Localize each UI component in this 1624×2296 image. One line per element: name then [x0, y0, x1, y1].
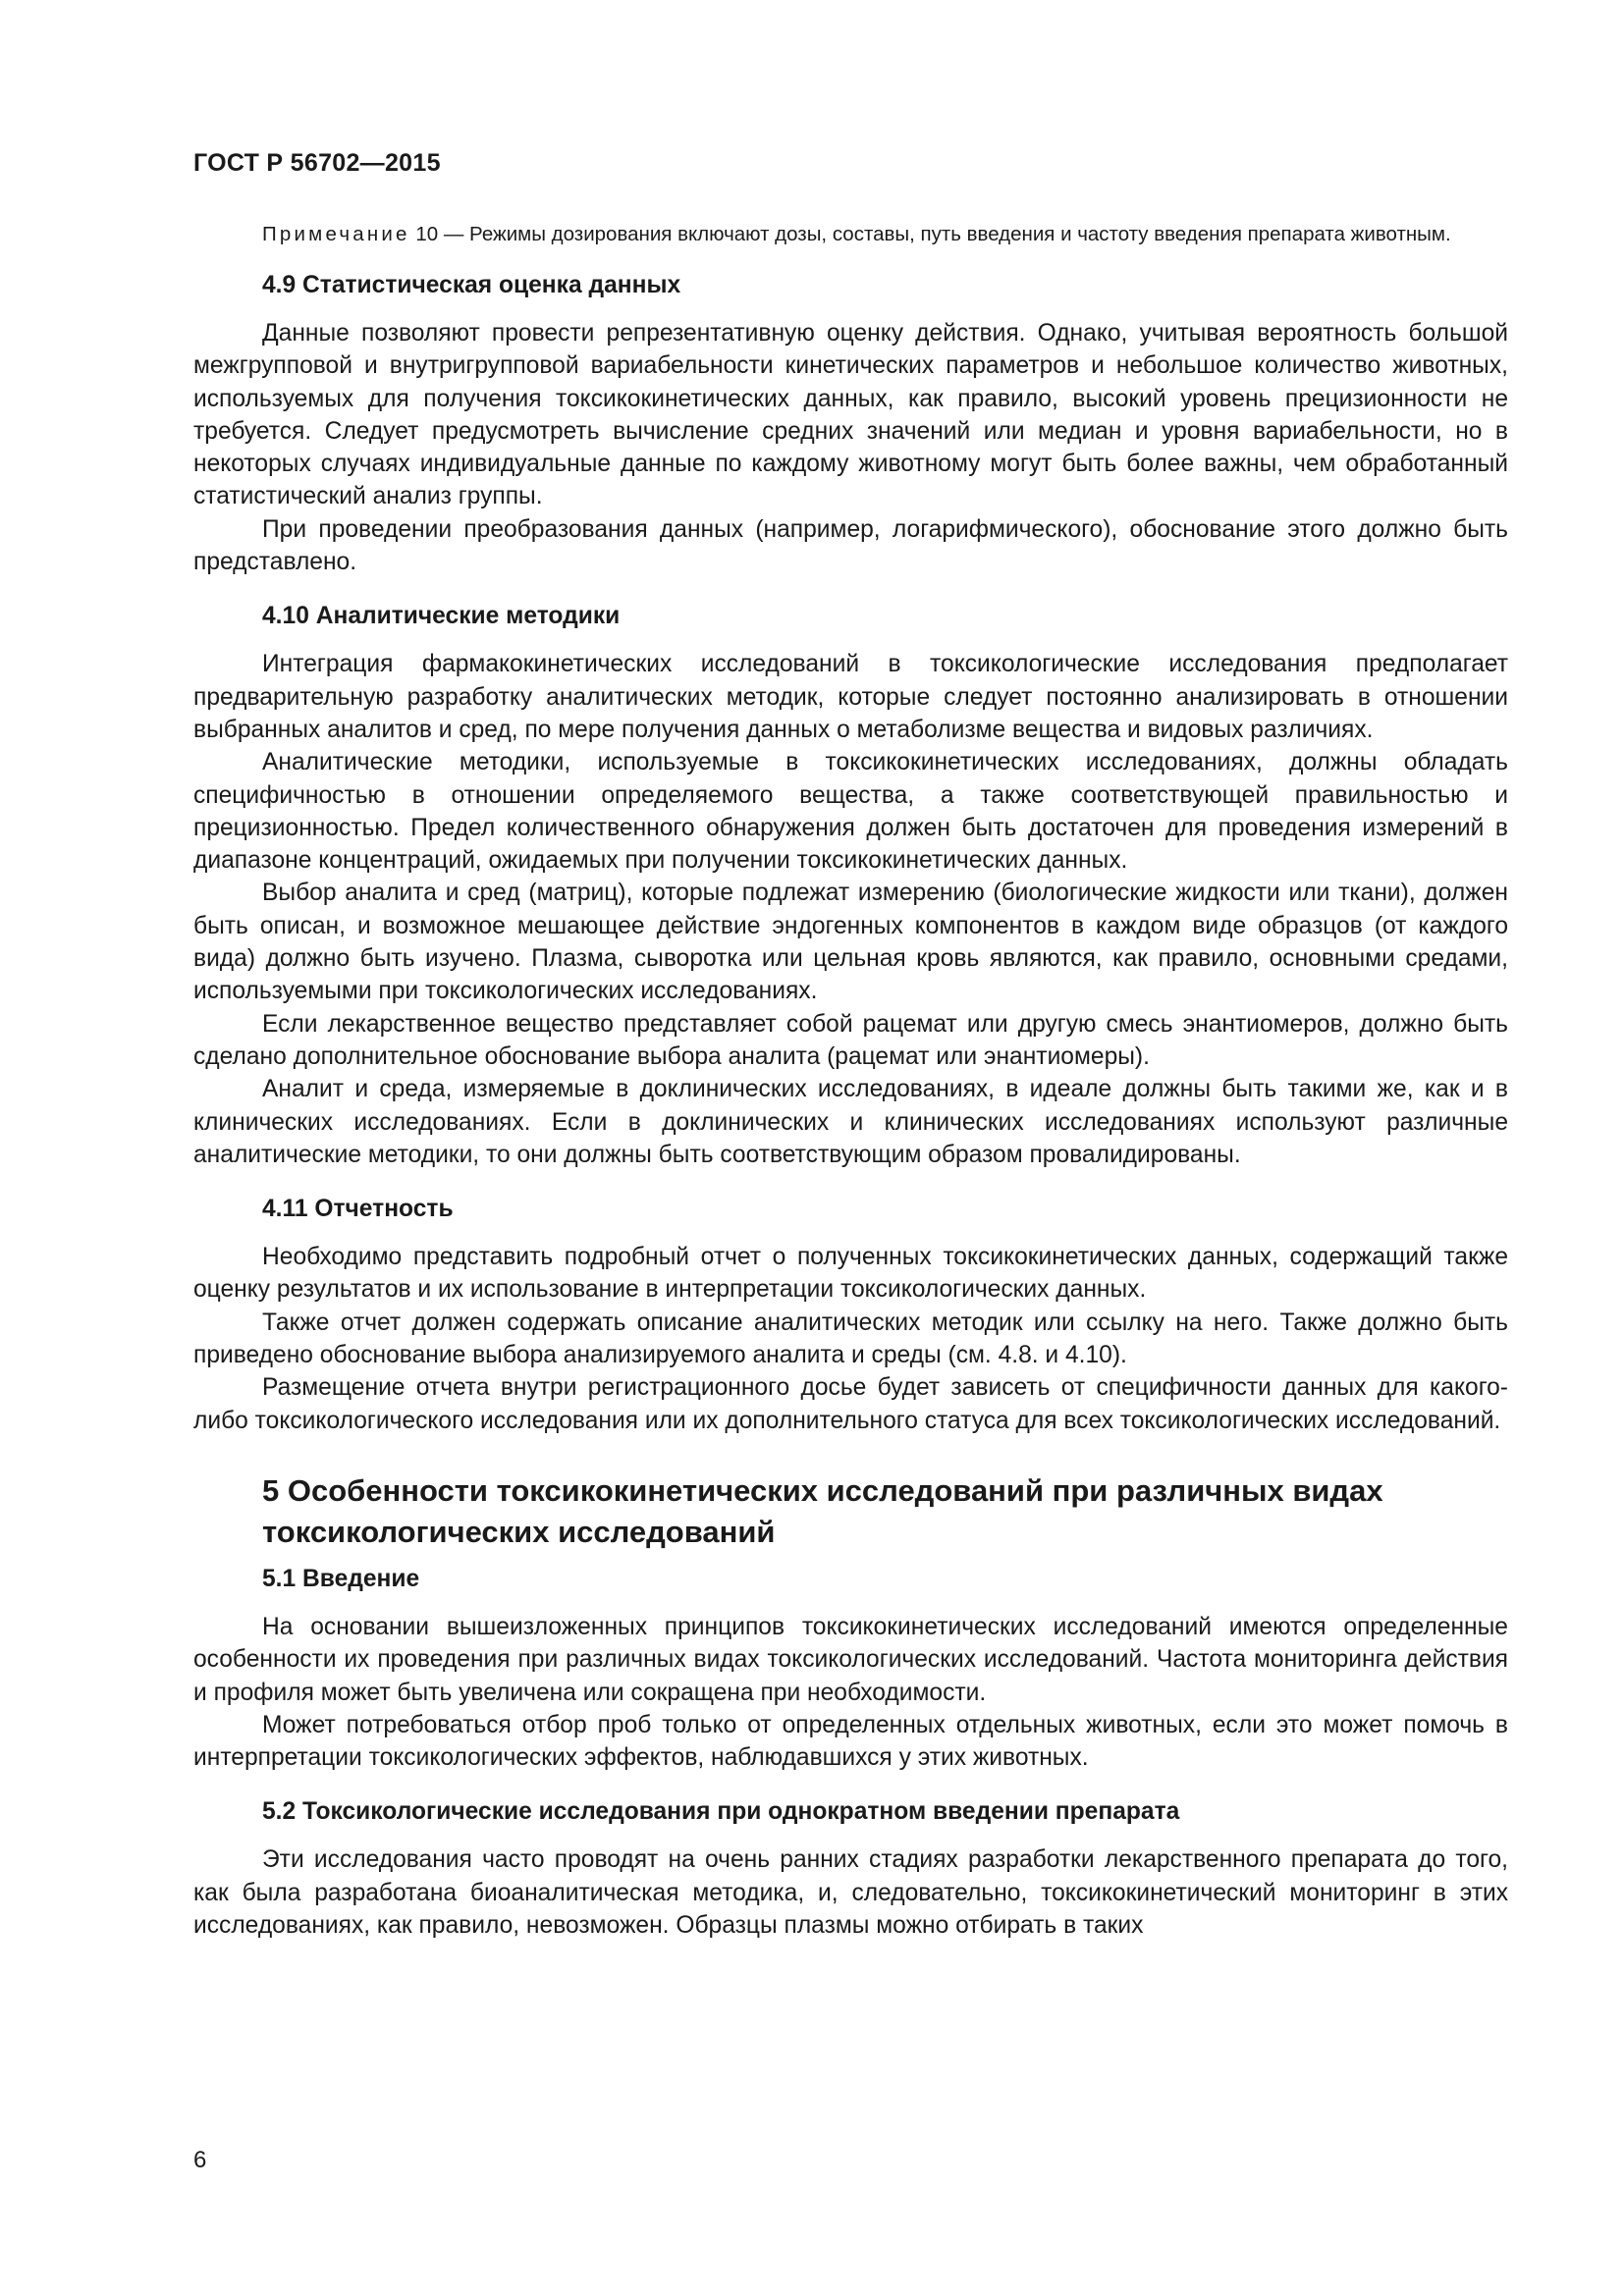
section-4-10-paragraph: Выбор аналита и сред (матриц), которые подлежат измерению (биологические жидкости или ткани), должен быть описан, и возможное мешающее действие эндогенных компонентов в каждом виде образцов (от каждого вида) должно быть изучено. Плазма, сыворотка или цельная кровь являются, как правило, основными средами, используемыми при токсикологических исследованиях.	[193, 880, 1508, 1005]
section-4-9-heading: 4.9 Статистическая оценка данных	[262, 272, 681, 298]
section-4-11-paragraph: Размещение отчета внутри регистрационного досье будет зависеть от специфичности данных для какого-либо токсикологического исследования или их дополнительного статуса для всех токсикологических исследований.	[193, 1374, 1508, 1434]
standard-header: ГОСТ Р 56702—2015	[193, 149, 441, 177]
section-5-1-paragraph: На основании вышеизложенных принципов токсикокинетических исследований имеются определенные особенности их проведения при различных видах токсикологических исследований. Частота мониторинга действия и профиля может быть увеличена или сокращена при необходимости.	[193, 1613, 1508, 1706]
section-4-10-paragraph: Интеграция фармакокинетических исследований в токсикологические исследования предполагает предварительную разработку аналитических методик, которые следует постоянно анализировать в отношении выбранных аналитов и сред, по мере получения данных о метаболизме вещества и видовых различиях.	[193, 651, 1508, 743]
section-4-9-paragraph: Данные позволяют провести репрезентативную оценку действия. Однако, учитывая вероятность большой межгрупповой и внутригрупповой вариабельности кинетических параметров и небольшое количество животных, используемых для получения токсикокинетических данных, как правило, высокий уровень прецизионности не требуется. Следует предусмотреть вычисление средних значений или медиан и уровня вариабельности, но в некоторых случаях индивидуальные данные по каждому животному могут быть более важны, чем обработанный статистический анализ группы.	[193, 320, 1508, 510]
section-4-10-paragraph: Если лекарственное вещество представляет собой рацемат или другую смесь энантиомеров, должно быть сделано дополнительное обоснование выбора аналита (рацемат или энантиомеры).	[193, 1010, 1508, 1070]
section-5-1-paragraph: Может потребоваться отбор проб только от определенных отдельных животных, если это может помочь в интерпретации токсикологических эффектов, наблюдавшихся у этих животных.	[193, 1711, 1508, 1772]
section-4-10-heading: 4.10 Аналитические методики	[262, 603, 621, 630]
section-4-10-paragraph: Аналитические методики, используемые в токсикокинетических исследованиях, должны обладать специфичностью в отношении определяемого вещества, а также соответствующей правильностью и прецизионностью. Предел количественного обнаружения должен быть достаточен для проведения измерений в диапазоне концентраций, ожидаемых при получении токсикокинетических данных.	[193, 749, 1508, 875]
section-4-11-paragraph: Также отчет должен содержать описание аналитических методик или ссылку на него. Также должно быть приведено обоснование выбора анализируемого аналита и среды (см. 4.8. и 4.10).	[193, 1308, 1508, 1369]
note-label: Примечание	[262, 223, 410, 245]
section-4-11-heading: 4.11 Отчетность	[262, 1196, 454, 1223]
section-5-2-paragraph: Эти исследования часто проводят на очень ранних стадиях разработки лекарственного препарата до того, как была разработана биоаналитическая методика, и, следовательно, токсикокинетический мониторинг в этих исследованиях, как правило, невозможен. Образцы плазмы можно отбирать в таких	[193, 1846, 1508, 1939]
page-number: 6	[193, 2147, 207, 2173]
page-content	[193, 220, 1508, 1942]
note-text: 10 — Режимы дозирования включают дозы, составы, путь введения и частоту введения препарата животным.	[409, 223, 1451, 245]
note-paragraph	[193, 220, 1508, 249]
section-4-9-paragraph: При проведении преобразования данных (например, логарифмического), обоснование этого должно быть представлено.	[193, 515, 1508, 576]
section-4-11-paragraph: Необходимо представить подробный отчет о полученных токсикокинетических данных, содержащий также оценку результатов и их использование в интерпретации токсикологических данных.	[193, 1244, 1508, 1304]
section-5-1-heading: 5.1 Введение	[262, 1565, 420, 1592]
section-4-10-paragraph: Аналит и среда, измеряемые в доклинических исследованиях, в идеале должны быть такими же, как и в клинических исследованиях. Если в доклинических и клинических исследованиях используют различные аналитические методики, то они должны быть соответствующим образом провалидированы.	[193, 1076, 1508, 1168]
section-5-heading: 5 Особенности токсикокинетических исследований при различных видах токсикологических исследований	[262, 1472, 1383, 1549]
section-5-2-heading: 5.2 Токсикологические исследования при однократном введении препарата	[262, 1798, 1180, 1826]
